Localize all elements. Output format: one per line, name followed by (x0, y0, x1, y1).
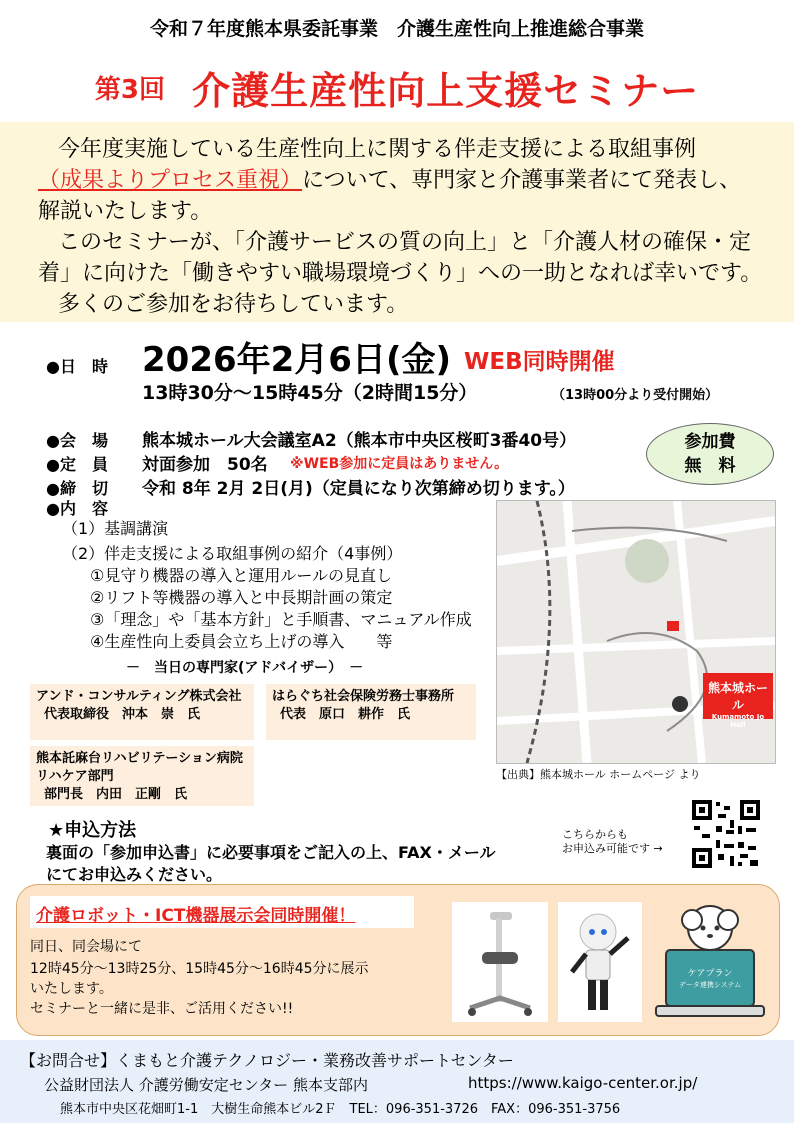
laptop-text-1: ケアプラン (687, 969, 733, 979)
hall-sub: Kumamoto Jo Hall (711, 713, 765, 729)
intro-emphasis: （成果よりプロセス重視） (38, 168, 303, 193)
intro-line-1: 今年度実施している生産性向上に関する伴走支援による取組事例 (58, 137, 697, 162)
advisor-2-name: 代表 原口 耕作 氏 (280, 707, 411, 722)
application-qr-code[interactable] (690, 798, 762, 870)
exhibit-line-2: 12時45分～13時25分、15時45分～16時45分に展示 (30, 961, 369, 977)
advisor-1-name: 代表取締役 沖本 崇 氏 (44, 707, 201, 722)
qr-note-1: こちらからも (562, 828, 628, 841)
intro-line-4: このセミナーが、「介護サービスの質の向上」と「介護人材の確保・定 (58, 230, 752, 255)
case-2: ②リフト等機器の導入と中長期計画の策定 (90, 588, 393, 607)
capacity-label: ●定 員 (46, 455, 108, 474)
exhibit-line-3: いたします。 (30, 981, 113, 997)
footer-url[interactable]: https://www.kaigo-center.or.jp/ (468, 1074, 698, 1092)
laptop-text-2: データ連携システム (678, 981, 742, 989)
footer-address: 熊本市中央区花畑町1-1 大樹生命熊本ビル2Ｆ TEL：096-351-3726 FAX：096-351-3756 (60, 1102, 621, 1117)
exhibit-line-1: 同日、同会場にて (30, 939, 142, 955)
case-1: ①見守り機器の導入と運用ルールの見直し (90, 566, 393, 585)
advisor-card-1 (30, 684, 254, 740)
content-label: ●内 容 (46, 499, 108, 518)
header-kicker: 令和７年度熊本県委託事業 介護生産性向上推進総合事業 (149, 18, 644, 40)
exhibit-line-4: セミナーと一緒に是非、ご活用ください!! (30, 1001, 294, 1017)
event-time: 13時30分～15時45分（2時間15分） (142, 382, 478, 404)
lift-device-icon (452, 902, 548, 1022)
robot-icon (558, 902, 642, 1022)
reception-time: （13時00分より受付開始） (552, 388, 719, 403)
ict-laptop-image (652, 900, 768, 1024)
advisors-heading: － 当日の専門家(アドバイザー） － (126, 660, 364, 676)
fee-value: 無 料 (684, 456, 736, 476)
robot-image (558, 902, 642, 1022)
venue-map (496, 500, 776, 764)
fee-label: 参加費 (684, 432, 736, 452)
exhibit-heading: 介護ロボット・ICT機器展示会同時開催！ (36, 906, 356, 926)
venue: 熊本城ホール大会議室A2（熊本市中央区桜町3番40号） (142, 431, 577, 451)
header (0, 0, 794, 122)
intro-line-5: 着」に向けた「働きやすい職場環境づくり」への一助となれば幸いです。 (38, 261, 763, 286)
web-label: WEB同時開催 (464, 349, 615, 375)
intro-line-2 (38, 165, 778, 196)
venue-label: ●会 場 (46, 431, 108, 450)
event-date: 2026年2月6日(金) (142, 340, 452, 380)
hall-label: 熊本城ホール (707, 681, 768, 712)
advisor-3-org: 熊本託麻台リハビリテーション病院 (36, 751, 243, 766)
intro-line-6: 多くのご参加をお待ちしています。 (58, 292, 409, 317)
footer-contact: 【お問合せ】くまもと介護テクノロジー・業務改善サポートセンター (20, 1051, 514, 1070)
advisor-1-org: アンド・コンサルティング株式会社 (36, 689, 242, 704)
seminar-title: 介護生産性向上支援セミナー (192, 69, 700, 113)
seminar-round: 第3回 (94, 75, 165, 105)
intro-line-2-rest: について、専門家と介護事業者にて発表し、 (302, 168, 742, 193)
advisor-card-3 (30, 746, 254, 806)
deadline-label: ●締 切 (46, 479, 108, 498)
fee-badge (646, 423, 774, 485)
laptop-dog-icon (652, 900, 768, 1024)
qr-code-icon (690, 798, 762, 870)
apply-line-2: にてお申込みください。 (46, 865, 223, 884)
program-item-1: （1）基調講演 (62, 519, 169, 538)
qr-note-2: お申込み可能です → (562, 842, 663, 855)
intro-line-3: 解説いたします。 (38, 199, 213, 224)
hall-marker (703, 673, 773, 729)
advisor-card-2 (266, 684, 476, 740)
advisor-3-dept: リハケア部門 (36, 769, 114, 784)
intro-section (0, 122, 794, 322)
footer-org: 公益財団法人 介護労働安定センター 熊本支部内 (44, 1076, 368, 1094)
map-source: 【出典】熊本城ホール ホームページ より (496, 768, 701, 781)
capacity-note: ※WEB参加に定員はありません。 (290, 456, 509, 472)
case-4: ④生産性向上委員会立ち上げの導入 等 (90, 632, 393, 651)
date-label: ●日 時 (46, 357, 108, 376)
apply-line-1: 裏面の「参加申込書」に必要事項をご記入の上、FAX・メール (46, 843, 496, 862)
lift-device-image (452, 902, 548, 1022)
title-row (0, 60, 794, 115)
apply-heading: ★申込方法 (48, 820, 137, 841)
capacity: 対面参加 50名 (142, 455, 268, 475)
program-item-2: （2）伴走支援による取組事例の紹介（4事例） (62, 544, 403, 563)
footer (0, 1040, 794, 1123)
advisor-2-org: はらぐち社会保険労務士事務所 (272, 689, 455, 704)
deadline: 令和 8年 2月 2日(月)（定員になり次第締め切ります。） (142, 479, 575, 499)
advisor-3-name: 部門長 内田 正剛 氏 (44, 787, 188, 802)
case-3: ③「理念」や「基本方針」と手順書、マニュアル作成 (90, 610, 472, 629)
